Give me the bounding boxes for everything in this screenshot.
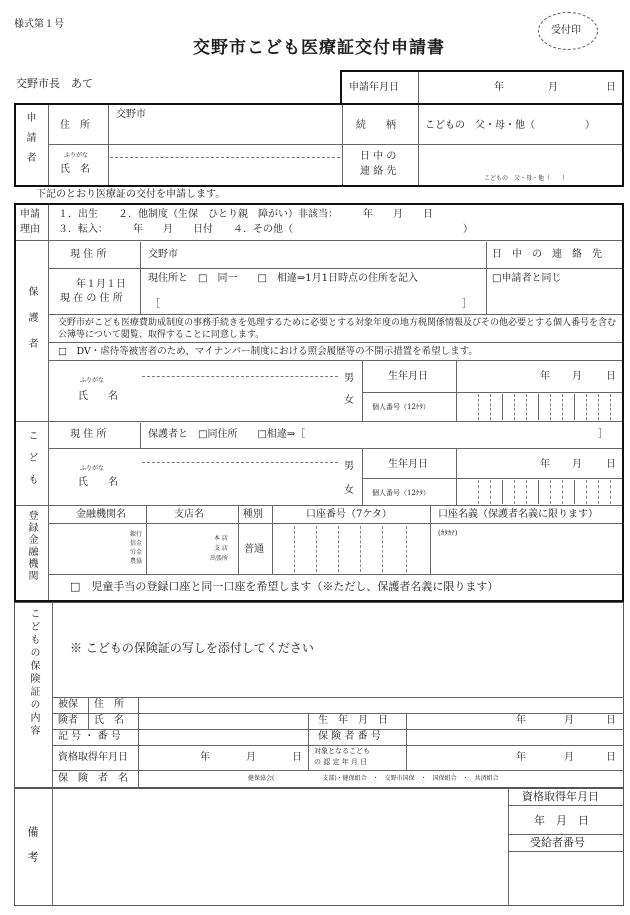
- relation-value[interactable]: こどもの 父・母・他（ ）: [425, 120, 595, 131]
- applicant-daytime-label: 連 絡 先: [360, 166, 397, 177]
- insured-name-label: 氏 名: [94, 715, 124, 726]
- account-type-value: 普通: [244, 544, 264, 555]
- applicant-daytime-note: こどもの 父・母・他（ ）: [484, 175, 569, 182]
- holder-kana-note: (ｶﾀｶﾅ): [438, 529, 458, 537]
- insurer-name-label: 保 険 者 名: [58, 773, 128, 784]
- bank-section-label: 登録金融機関: [26, 510, 37, 582]
- remarks-section-label: 備考: [26, 826, 39, 876]
- insured-label: 険者: [58, 715, 78, 726]
- guardian-address-value[interactable]: 交野市: [148, 249, 178, 260]
- guardian-jan1-address-label: 現 在 の 住 所: [60, 293, 123, 304]
- insurance-section-label: こどもの保険証の内容: [28, 608, 39, 738]
- relation-label: 続 柄: [356, 120, 396, 131]
- remarks-acquired-label: 資格取得年月日: [522, 790, 599, 803]
- same-as-applicant-checkbox[interactable]: □申請者と同じ: [492, 273, 562, 284]
- guardian-daytime-contact-label: 日 中 の 連 絡 先: [492, 249, 602, 260]
- guardian-mynumber-label: 個人番号（12ｹﾀ）: [372, 403, 430, 411]
- same-account-checkbox[interactable]: □ 児童手当の登録口座と同一口座を希望します（※ただし、保護者名義に限ります）: [70, 580, 499, 593]
- child-birth-label: 生年月日: [388, 459, 428, 470]
- guardian-name-label: 氏 名: [78, 391, 118, 402]
- acquired-date-label: 資格取得年月日: [58, 752, 128, 763]
- col-type: 種別: [243, 509, 263, 520]
- child-address-label: 現 住 所: [70, 429, 107, 440]
- child-section-label: こども: [26, 430, 37, 496]
- guardian-female[interactable]: 女: [344, 395, 354, 406]
- col-institution: 金融機関名: [76, 509, 126, 520]
- insured-address-label: 住 所: [94, 699, 124, 710]
- applicant-furigana-label: ふりがな: [64, 152, 89, 159]
- page-title: 交野市こども医療証交付申請書: [193, 38, 445, 58]
- guardian-birth-label: 生年月日: [388, 371, 428, 382]
- applicant-name-label: 氏 名: [60, 164, 90, 175]
- request-note: 下記のとおり医療証の交付を申請します。: [36, 189, 226, 200]
- consent-text: 交野市がこども医療費助成制度の事務手続きを処理するために必要とする対象年度の地方税関係情報及びその他必要とする個人番号を含む公簿等について閲覧、取得することに同意します。: [58, 318, 617, 341]
- child-female[interactable]: 女: [344, 485, 354, 496]
- applicant-section-label: 申請者: [24, 112, 35, 172]
- insurer-options[interactable]: 健保協会( 支部)・健保組合 ・ 交野市国保 ・ 国保組合 ・ 共済組合: [248, 775, 499, 782]
- guardian-jan1-option[interactable]: 現住所と □ 同一 □ 相違⇒1月1日時点の住所を記入: [148, 273, 418, 284]
- dv-checkbox[interactable]: □ DV・虐待等被害者のため、マイナンバー制度における照会履歴等の不開示措置を希望します。: [58, 346, 478, 357]
- reason-label: 理由: [20, 224, 40, 235]
- col-account: 口座番号（7ケタ）: [306, 509, 392, 520]
- form-number: 様式第１号: [14, 19, 64, 30]
- recipient-number-label: 受給者番号: [530, 836, 585, 849]
- target-date-label: の 認 定 年 月 日: [314, 758, 368, 766]
- guardian-address-label: 現 住 所: [70, 249, 107, 260]
- reason-line-1: １．出生 ２．他制度（生保 ひとり親 障がい）非該当： 年 月 日: [58, 209, 433, 220]
- insurance-attach-note: ※ こどもの保険証の写しを添付してください: [70, 641, 314, 655]
- apply-date-label: 申請年月日: [349, 82, 399, 93]
- applicant-address-value[interactable]: 交野市: [116, 109, 146, 120]
- child-mynumber-label: 個人番号（12ｹﾀ）: [372, 489, 430, 497]
- remarks-acquired-date: 年 月 日: [534, 814, 589, 827]
- insurer-number-label: 保 険 者 番 号: [318, 731, 381, 742]
- col-branch: 支店名: [174, 509, 204, 520]
- applicant-address-label: 住 所: [60, 120, 90, 131]
- stamp-label: 受付印: [551, 25, 581, 36]
- addressee: 交野市長 あて: [16, 77, 93, 90]
- reason-line-2: ３．転入： 年 月 日付 ４．その他（ ）: [58, 224, 473, 235]
- main-frame: [14, 203, 624, 602]
- guardian-section-label: 保護者: [26, 286, 37, 364]
- col-holder: 口座名義（保護者名義に限ります）: [438, 509, 598, 520]
- guardian-male[interactable]: 男: [344, 373, 354, 384]
- child-address-option[interactable]: 保護者と □同住所 □相違⇒［: [148, 429, 306, 440]
- symbol-number-label: 記 号 ・ 番 号: [58, 731, 121, 742]
- child-male[interactable]: 男: [344, 461, 354, 472]
- child-name-label: 氏 名: [78, 477, 118, 488]
- insured-birth-label: 生 年 月 日: [318, 715, 388, 726]
